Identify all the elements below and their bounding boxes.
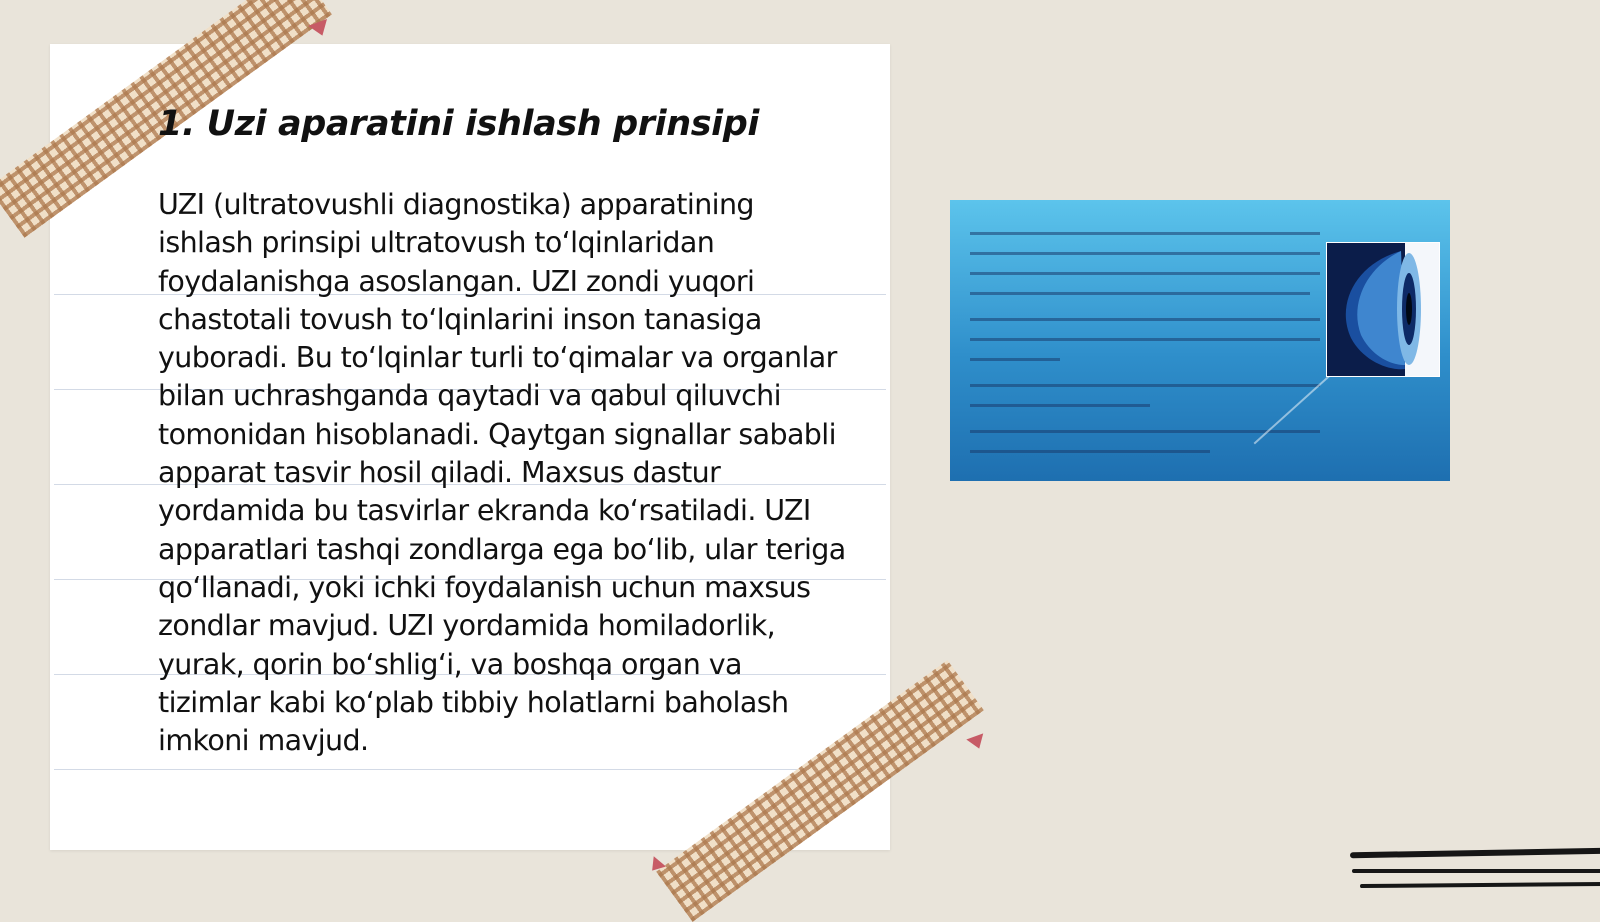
eye-icon bbox=[1326, 242, 1440, 377]
thumbnail-text-line bbox=[970, 338, 1320, 341]
thumbnail-text-line bbox=[970, 384, 1320, 387]
thumbnail-text-line bbox=[970, 358, 1060, 361]
ruled-line bbox=[54, 769, 886, 770]
brush-stroke bbox=[1360, 882, 1600, 888]
slide-thumbnail-image bbox=[950, 200, 1450, 481]
brush-stroke bbox=[1350, 848, 1600, 859]
slide-body-text: UZI (ultratovushli diagnostika) apparatining ishlash prinsipi ultratovush to‘lqinlaridan foydalanishga asoslangan. UZI zondi yuqori chastotali tovush to‘lqinlarini inson tanasiga yuboradi. Bu to‘lqinlar turli to‘qimalar va organlar bilan uchrashganda qaytadi va qabul qiluvchi tomonidan hisoblanadi. Qaytgan signallar sababli apparat tasvir hosil qiladi. Maxsus dastur yordamida bu tasvirlar ekranda ko‘rsatiladi. UZI apparatlari tashqi zondlarga ega bo‘lib, ular teriga qo‘llanadi, yoki ichki foydalanish uchun maxsus zondlar mavjud. UZI yordamida homiladorlik, yurak, qorin bo‘shlig‘i, va boshqa organ va tizimlar kabi ko‘plab tibbiy holatlarni baholash imkoni mavjud. bbox=[158, 188, 846, 758]
thumbnail-text-line bbox=[970, 252, 1320, 255]
thumbnail-text-line bbox=[970, 272, 1320, 275]
thumbnail-text-line bbox=[970, 232, 1320, 235]
brush-stroke bbox=[1352, 869, 1600, 873]
thumbnail-text-line bbox=[970, 450, 1210, 453]
thumbnail-text-line bbox=[970, 404, 1150, 407]
slide-heading: 1. Uzi aparatini ishlash prinsipi bbox=[158, 104, 760, 144]
thumbnail-text-line bbox=[970, 292, 1310, 295]
pushpin-icon bbox=[966, 733, 987, 751]
thumbnail-text-line bbox=[970, 318, 1320, 321]
